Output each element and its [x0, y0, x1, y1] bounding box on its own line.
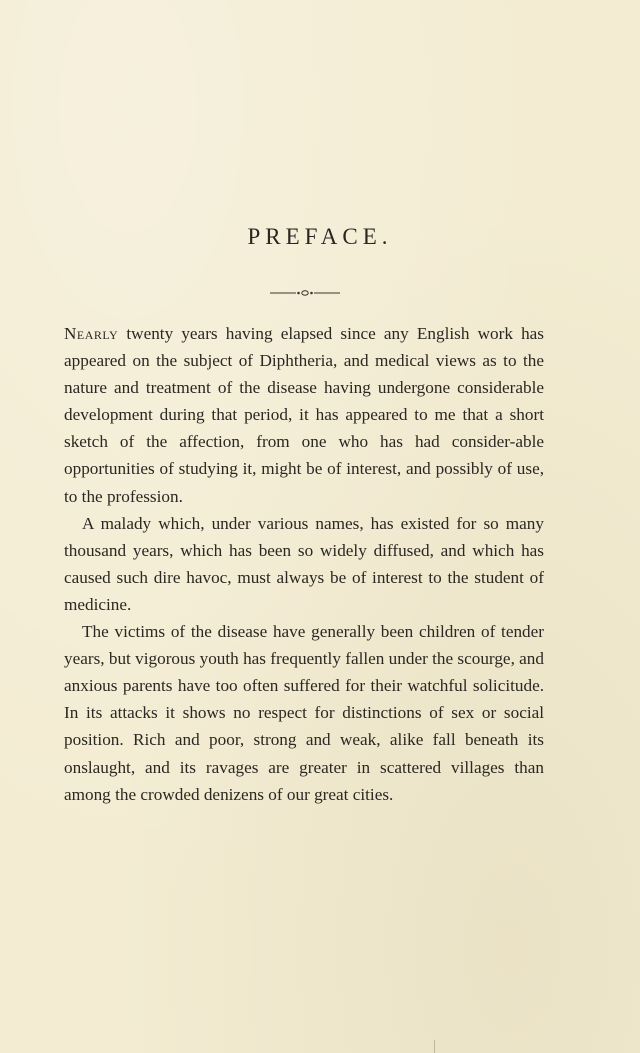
page-title: PREFACE. — [247, 224, 393, 249]
ornament-divider — [270, 290, 340, 296]
paragraph-1 — [64, 320, 544, 510]
preface-body — [64, 320, 544, 808]
paragraph-text: twenty years having elapsed since any English work has appeared on the subject of Diphtheria, and medical views as to the nature and treatment of the disease having undergone considerable development during that period, it has appeared to me that a short sketch of the affection, from one who has had consider-able opportunities of studying it, might be of interest, and possibly of use, to the profession. — [64, 324, 544, 506]
paragraph-text: The victims of the disease have generally been children of tender years, but vigorous youth has frequently fallen under the scourge, and anxious parents have too often suffered for their watchful solicitude. In its attacks it shows no respect for distinctions of sex or social position. Rich and poor, strong and weak, alike fall beneath its onslaught, and its ravages are greater in scattered villages than among the crowded denizens of our great cities. — [64, 622, 544, 804]
paragraph-lead-word: Nearly — [64, 324, 119, 343]
paragraph-3 — [64, 618, 544, 808]
ornament-divider-icon — [270, 290, 340, 296]
paragraph-text: A malady which, under various names, has existed for so many thousand years, which has been so widely diffused, and which has caused such dire havoc, must always be of interest to the student of medicine. — [64, 513, 544, 614]
page-edge-mark — [434, 1040, 435, 1053]
paragraph-2 — [64, 510, 544, 618]
